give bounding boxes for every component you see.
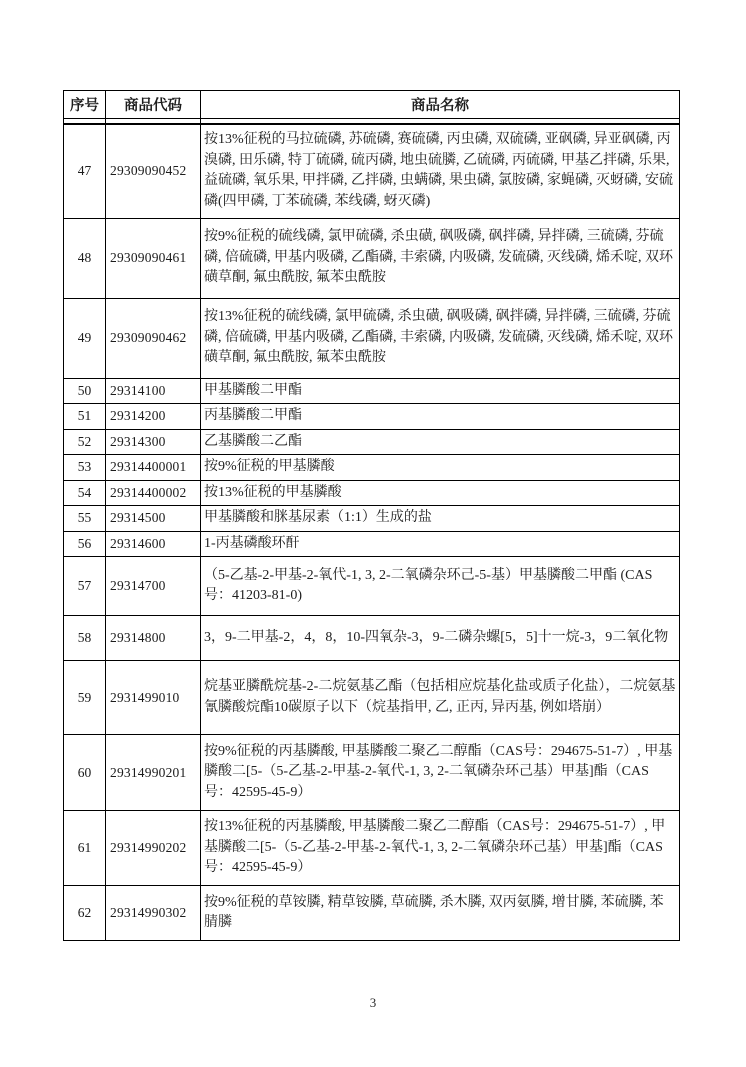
serial-cell: 47 xyxy=(64,124,106,218)
table-row xyxy=(64,455,680,481)
header-commodity-name: 商品名称 xyxy=(201,91,680,119)
code-cell: 29314500 xyxy=(106,506,201,532)
code-cell: 29309090452 xyxy=(106,124,201,218)
table-row xyxy=(64,506,680,532)
table-row xyxy=(64,429,680,455)
code-cell: 29314600 xyxy=(106,531,201,557)
code-cell: 29309090461 xyxy=(106,218,201,298)
code-cell: 29309090462 xyxy=(106,298,201,378)
name-cell: 按9%征税的硫线磷, 氯甲硫磷, 杀虫磺, 砜吸磷, 砜拌磷, 异拌磷, 三硫磷, 芬硫磷, 倍硫磷, 甲基内吸磷, 乙酯磷, 丰索磷, 内吸磷, 发硫磷, 灭线磷, 烯禾啶, 双环磺草酮, 氟虫酰胺, 氟苯虫酰胺 xyxy=(201,218,680,298)
name-cell: 按9%征税的丙基膦酸, 甲基膦酸二聚乙二醇酯（CAS号：294675-51-7）, 甲基膦酸二[5-（5-乙基-2-甲基-2-氧代-1, 3, 2-二氧磷杂环己基）甲基]酯（CAS号：42595-45-9） xyxy=(201,735,680,811)
name-cell: 按13%征税的硫线磷, 氯甲硫磷, 杀虫磺, 砜吸磷, 砜拌磷, 异拌磷, 三硫磷, 芬硫磷, 倍硫磷, 甲基内吸磷, 乙酯磷, 丰索磷, 内吸磷, 发硫磷, 灭线磷, 烯禾啶, 双环磺草酮, 氟虫酰胺, 氟苯虫酰胺 xyxy=(201,298,680,378)
code-cell: 29314990202 xyxy=(106,811,201,886)
serial-cell: 55 xyxy=(64,506,106,532)
code-cell: 29314700 xyxy=(106,557,201,616)
serial-cell: 54 xyxy=(64,480,106,506)
code-cell: 29314300 xyxy=(106,429,201,455)
header-commodity-code: 商品代码 xyxy=(106,91,201,119)
code-cell: 29314990201 xyxy=(106,735,201,811)
table-row xyxy=(64,298,680,378)
commodity-table-container xyxy=(63,90,679,941)
table-row xyxy=(64,557,680,616)
serial-cell: 56 xyxy=(64,531,106,557)
header-serial-number: 序号 xyxy=(64,91,106,119)
name-cell: 按9%征税的甲基膦酸 xyxy=(201,455,680,481)
table-row xyxy=(64,378,680,404)
name-cell: （5-乙基-2-甲基-2-氧代-1, 3, 2-二氧磷杂环己-5-基）甲基膦酸二甲酯 (CAS号：41203-81-0) xyxy=(201,557,680,616)
name-cell: 按13%征税的丙基膦酸, 甲基膦酸二聚乙二醇酯（CAS号：294675-51-7）, 甲基膦酸二[5-（5-乙基-2-甲基-2-氧代-1, 3, 2-二氧磷杂环己基）甲基]酯（CAS号：42595-45-9） xyxy=(201,811,680,886)
serial-cell: 59 xyxy=(64,661,106,735)
serial-cell: 49 xyxy=(64,298,106,378)
serial-cell: 62 xyxy=(64,886,106,941)
serial-cell: 48 xyxy=(64,218,106,298)
table-row xyxy=(64,124,680,218)
serial-cell: 51 xyxy=(64,404,106,430)
serial-cell: 61 xyxy=(64,811,106,886)
name-cell: 按13%征税的马拉硫磷, 苏硫磷, 赛硫磷, 丙虫磷, 双硫磷, 亚砜磷, 异亚砜磷, 丙溴磷, 田乐磷, 特丁硫磷, 硫丙磷, 地虫硫膦, 乙硫磷, 丙硫磷, 甲基乙拌磷, 乐果, 益硫磷, 氧乐果, 甲拌磷, 乙拌磷, 虫螨磷, 果虫磷, 氯胺磷, 家蝇磷, 灭蚜磷, 安硫磷(四甲磷, 丁苯硫磷, 苯线磷, 蚜灭磷) xyxy=(201,124,680,218)
table-row xyxy=(64,480,680,506)
table-row xyxy=(64,735,680,811)
table-row xyxy=(64,218,680,298)
table-header-row xyxy=(64,91,680,119)
code-cell: 29314400002 xyxy=(106,480,201,506)
code-cell: 29314400001 xyxy=(106,455,201,481)
name-cell: 乙基膦酸二乙酯 xyxy=(201,429,680,455)
table-row xyxy=(64,404,680,430)
serial-cell: 57 xyxy=(64,557,106,616)
table-row xyxy=(64,661,680,735)
serial-cell: 50 xyxy=(64,378,106,404)
serial-cell: 58 xyxy=(64,616,106,661)
serial-cell: 52 xyxy=(64,429,106,455)
code-cell: 29314200 xyxy=(106,404,201,430)
commodity-table xyxy=(63,90,680,941)
name-cell: 甲基膦酸二甲酯 xyxy=(201,378,680,404)
serial-cell: 53 xyxy=(64,455,106,481)
table-row xyxy=(64,811,680,886)
name-cell: 3，9-二甲基-2，4，8，10-四氧杂-3，9-二磷杂螺[5，5]十一烷-3，9二氧化物 xyxy=(201,616,680,661)
code-cell: 29314990302 xyxy=(106,886,201,941)
name-cell: 按13%征税的甲基膦酸 xyxy=(201,480,680,506)
name-cell: 甲基膦酸和脒基尿素（1:1）生成的盐 xyxy=(201,506,680,532)
name-cell: 1-丙基磷酸环酐 xyxy=(201,531,680,557)
table-row xyxy=(64,531,680,557)
code-cell: 29314800 xyxy=(106,616,201,661)
name-cell: 烷基亚膦酰烷基-2-二烷氨基乙酯（包括相应烷基化盐或质子化盐），二烷氨基氰膦酸烷酯10碳原子以下（烷基指甲, 乙, 正丙, 异丙基, 例如塔崩） xyxy=(201,661,680,735)
table-row xyxy=(64,886,680,941)
serial-cell: 60 xyxy=(64,735,106,811)
name-cell: 按9%征税的草铵膦, 精草铵膦, 草硫膦, 杀木膦, 双丙氨膦, 增甘膦, 苯硫膦, 苯腈膦 xyxy=(201,886,680,941)
table-row xyxy=(64,616,680,661)
page-number: 3 xyxy=(369,995,377,1010)
code-cell: 29314100 xyxy=(106,378,201,404)
name-cell: 丙基膦酸二甲酯 xyxy=(201,404,680,430)
code-cell: 2931499010 xyxy=(106,661,201,735)
